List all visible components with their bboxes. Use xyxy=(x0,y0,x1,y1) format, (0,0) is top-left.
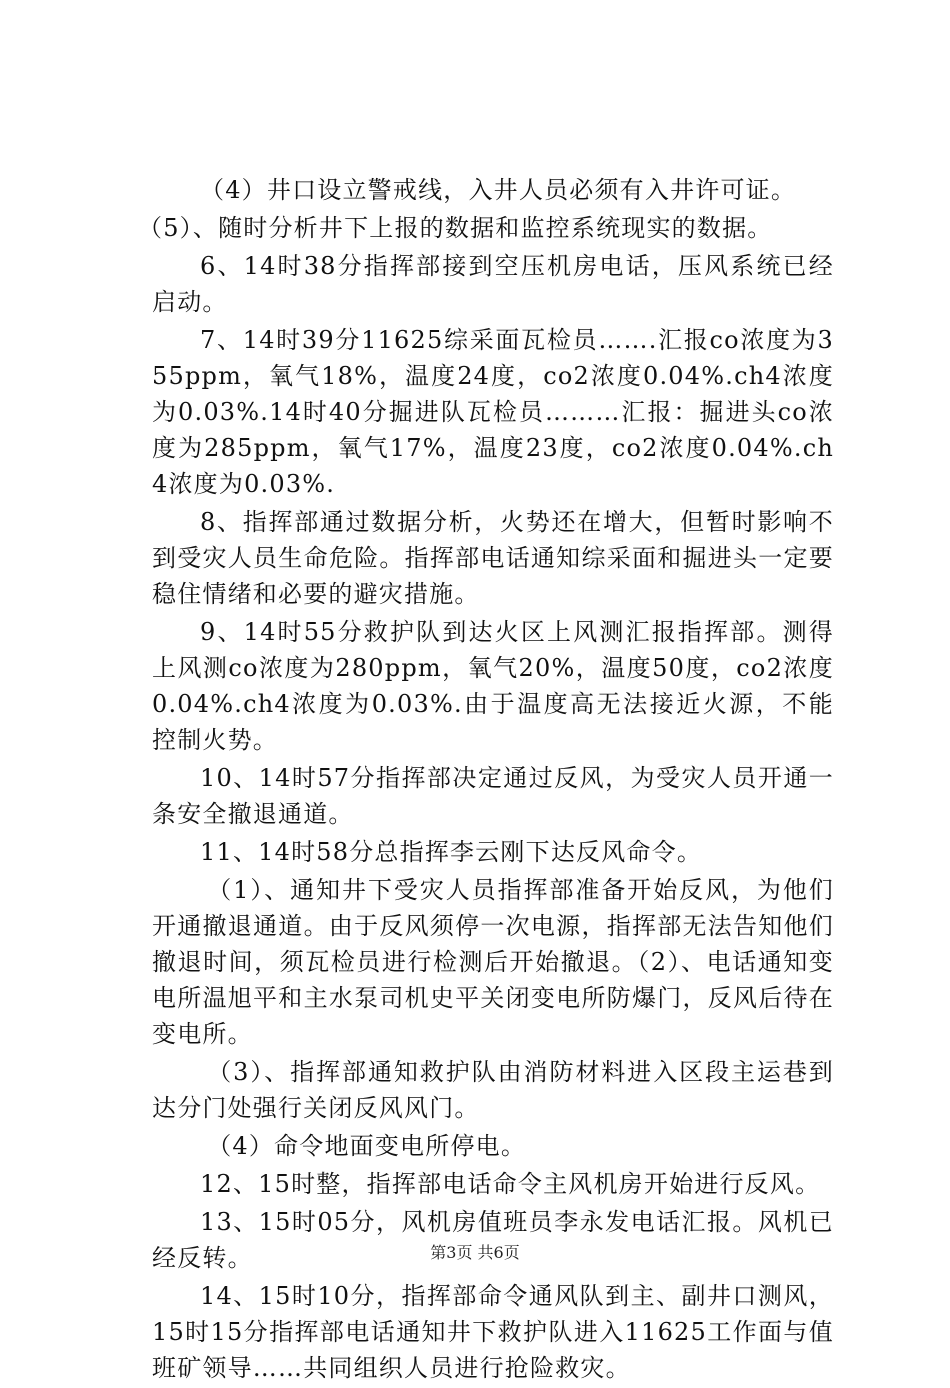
paragraph-12-start-reverse: 12、15时整，指挥部电话命令主风机房开始进行反风。 xyxy=(200,1170,821,1198)
paragraph-8-analysis: 8、指挥部通过数据分析，火势还在增大，但暂时影响不到受灾人员生命危险。指挥部电话通知综采面和掘进头一定要稳住情绪和必要的避灾措施。 xyxy=(152,508,834,608)
paragraph-14-rescue: 14、15时10分，指挥部命令通风队到主、副井口测风，15时15分指挥部电话通知井下救护队进入11625工作面与值班矿领导……共同组织人员进行抢险救灾。 xyxy=(152,1282,834,1382)
paragraph-11-command: 11、14时58分总指挥李云刚下达反风命令。 xyxy=(200,838,703,866)
paragraph-7-gas-readings: 7、14时39分11625综采面瓦检员…….汇报co浓度为355ppm，氧气18%，温度24度，co2浓度0.04%.ch4浓度为0.03%.14时40分掘进队瓦检员………汇报：掘进头co浓度为285ppm，氧气17%，温度23度，co2浓度0.04%.ch4浓度为0.03%. xyxy=(152,326,834,498)
paragraph-13-fan-reversed: 13、15时05分，风机房值班员李永发电话汇报。风机已经反转。 xyxy=(152,1208,834,1272)
paragraph-9-rescue-team: 9、14时55分救护队到达火区上风测汇报指挥部。测得上风测co浓度为280ppm，氧气20%，温度50度，co2浓度0.04%.ch4浓度为0.03%.由于温度高无法接近火源，不能控制火势。 xyxy=(152,618,834,754)
paragraph-11-1-notify: （1）、通知井下受灾人员指挥部准备开始反风，为他们开通撤退通道。由于反风须停一次电源，指挥部无法告知他们撤退时间，须瓦检员进行检测后开始撤退。（2）、电话通知变电所温旭平和主水泵司机史平关闭变电所防爆门，反风后待在变电所。 xyxy=(152,876,834,1048)
paragraph-6-compressor: 6、14时38分指挥部接到空压机房电话，压风系统已经启动。 xyxy=(152,252,834,316)
document-body xyxy=(138,172,834,1388)
paragraph-4-warning-line: （4）井口设立警戒线，入井人员必须有入井许可证。 xyxy=(200,176,797,204)
page-number-footer: 第3页 共6页 xyxy=(430,1243,520,1262)
paragraph-5-data-analysis: （5）、随时分析井下上报的数据和监控系统现实的数据。 xyxy=(138,214,773,242)
paragraph-10-reverse-airflow-decision: 10、14时57分指挥部决定通过反风，为受灾人员开通一条安全撤退通道。 xyxy=(152,764,834,828)
paragraph-11-3-rescue-door: （3）、指挥部通知救护队由消防材料进入区段主运巷到达分门处强行关闭反风风门。 xyxy=(152,1058,834,1122)
paragraph-11-4-power-off: （4）命令地面变电所停电。 xyxy=(207,1132,527,1160)
